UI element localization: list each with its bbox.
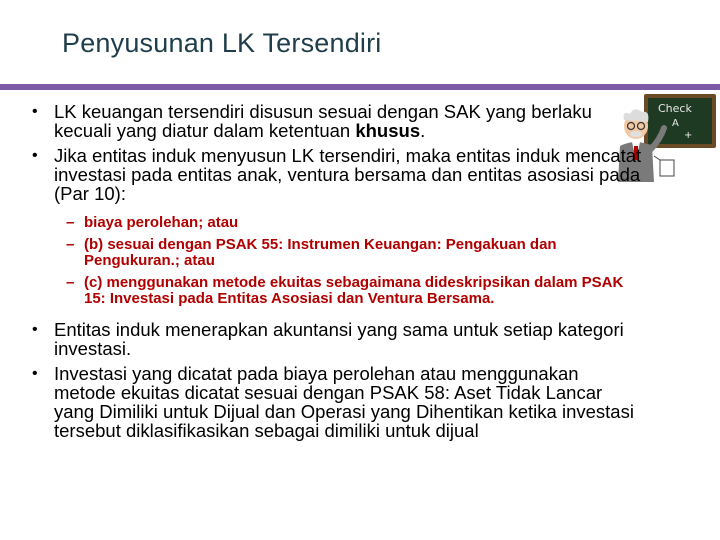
bullet-item: • LK keuangan tersendiri disusun sesuai dengan SAK yang berlaku kecuali yang diatur dalam ketentuan khusus.: [32, 102, 644, 140]
sub-item: – (c) menggunakan metode ekuitas sebagaimana dideskripsikan dalam PSAK 15: Investasi pada Entitas Asosiasi dan Ventura Bersama.: [66, 275, 644, 308]
sub-item: – (b) sesuai dengan PSAK 55: Instrumen Keuangan: Pengakuan dan Pengukuran.; atau: [66, 237, 644, 270]
page-title: Penyusunan LK Tersendiri: [62, 28, 382, 58]
chalk-text-check: Check: [658, 102, 692, 115]
bullet-item: • Investasi yang dicatat pada biaya perolehan atau menggunakan metode ekuitas dicatat sesuai dengan PSAK 58: Aset Tidak Lancar yang Dimiliki untuk Dijual dan Operasi yang Dihentikan ketika investasi tersebut diklasifikasikan sebagai dimiliki untuk dijual: [32, 364, 644, 440]
slide-content: [32, 102, 644, 446]
sub-list: [66, 215, 644, 308]
bullet-item: • Entitas induk menerapkan akuntansi yang sama untuk setiap kategori investasi.: [32, 320, 644, 358]
chalk-text-plus: +: [684, 130, 693, 141]
bold-term: khusus: [355, 120, 421, 141]
title-divider: [0, 84, 720, 90]
chalk-text-a: A: [672, 118, 679, 129]
bullet-item: • Jika entitas induk menyusun LK tersendiri, maka entitas induk mencatat investasi pada entitas anak, ventura bersama dan entitas asosiasi pada (Par 10):: [32, 146, 644, 203]
sub-item: – biaya perolehan; atau: [66, 215, 644, 232]
